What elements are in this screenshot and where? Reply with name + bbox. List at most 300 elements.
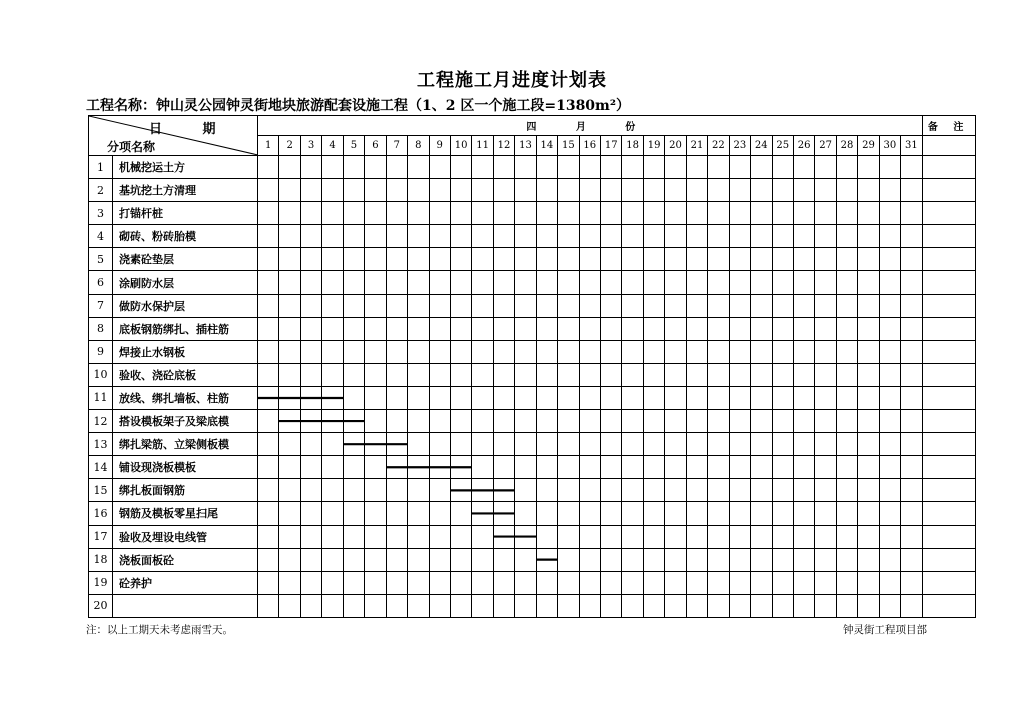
task-name: 焊接止水钢板 [113, 340, 258, 363]
day-cell [858, 202, 879, 225]
day-cell [879, 594, 900, 617]
day-cell [708, 317, 729, 340]
day-cell [879, 410, 900, 433]
day-cell [751, 294, 772, 317]
day-cell [408, 363, 429, 386]
day-header-7: 7 [386, 136, 407, 156]
day-cell [472, 548, 493, 571]
day-cell [472, 410, 493, 433]
day-cell [472, 571, 493, 594]
day-cell [343, 340, 364, 363]
department-signature: 钟灵街工程项目部 [843, 624, 927, 636]
day-cell [408, 179, 429, 202]
day-cell [729, 179, 750, 202]
day-cell [815, 363, 836, 386]
day-cell [558, 433, 579, 456]
day-cell [729, 456, 750, 479]
day-header-24: 24 [751, 136, 772, 156]
day-cell [343, 456, 364, 479]
remarks-cell [922, 386, 975, 409]
day-cell [643, 433, 664, 456]
day-cell [793, 456, 814, 479]
day-cell [665, 271, 686, 294]
day-cell [665, 594, 686, 617]
task-row [89, 340, 976, 363]
day-cell [365, 294, 386, 317]
day-cell [815, 225, 836, 248]
day-cell [622, 594, 643, 617]
day-cell [558, 317, 579, 340]
day-cell [386, 386, 407, 409]
day-cell [815, 386, 836, 409]
day-cell [300, 479, 321, 502]
day-cell [665, 363, 686, 386]
day-cell [558, 156, 579, 179]
day-cell [643, 179, 664, 202]
day-cell [536, 248, 557, 271]
day-cell [772, 317, 793, 340]
day-cell [558, 363, 579, 386]
day-cell [643, 248, 664, 271]
day-cell [472, 363, 493, 386]
day-cell [558, 248, 579, 271]
day-cell [686, 410, 707, 433]
day-header-26: 26 [793, 136, 814, 156]
day-cell [258, 433, 279, 456]
day-cell [601, 340, 622, 363]
day-cell [686, 317, 707, 340]
day-cell [665, 340, 686, 363]
day-cell [751, 156, 772, 179]
task-row [89, 179, 976, 202]
day-cell [622, 502, 643, 525]
day-cell [622, 248, 643, 271]
task-name: 绑扎梁筋、立梁侧板模 [113, 433, 258, 456]
day-cell [793, 479, 814, 502]
day-cell [515, 525, 536, 548]
item-header-label: 分项名称 [107, 140, 156, 154]
day-cell [622, 433, 643, 456]
day-cell [408, 202, 429, 225]
day-cell [622, 456, 643, 479]
day-header-22: 22 [708, 136, 729, 156]
day-cell [772, 271, 793, 294]
day-cell [858, 571, 879, 594]
day-cell [751, 433, 772, 456]
task-number: 17 [89, 525, 113, 548]
day-cell [408, 456, 429, 479]
day-cell [343, 479, 364, 502]
task-number: 19 [89, 571, 113, 594]
day-header-4: 4 [322, 136, 343, 156]
task-name: 打锚杆桩 [113, 202, 258, 225]
day-header-1: 1 [258, 136, 279, 156]
day-cell [515, 271, 536, 294]
day-cell [579, 248, 600, 271]
day-cell [515, 225, 536, 248]
day-cell [579, 294, 600, 317]
day-cell [665, 502, 686, 525]
day-cell [601, 271, 622, 294]
day-cell [558, 594, 579, 617]
task-row [89, 502, 976, 525]
remarks-header-blank [922, 136, 975, 156]
day-cell [708, 548, 729, 571]
day-cell [858, 156, 879, 179]
day-cell [858, 294, 879, 317]
day-cell [365, 317, 386, 340]
day-cell [622, 225, 643, 248]
day-cell [365, 363, 386, 386]
day-cell [558, 548, 579, 571]
day-cell [815, 479, 836, 502]
day-cell [708, 456, 729, 479]
day-cell [901, 456, 923, 479]
day-cell [751, 594, 772, 617]
task-name: 浇板面板砼 [113, 548, 258, 571]
day-cell [429, 363, 450, 386]
day-cell [536, 340, 557, 363]
day-cell [472, 594, 493, 617]
day-cell [836, 410, 857, 433]
remarks-cell [922, 248, 975, 271]
day-cell [493, 433, 514, 456]
day-cell [772, 479, 793, 502]
day-cell [322, 594, 343, 617]
day-cell [901, 248, 923, 271]
project-name-line: 工程名称：钟山灵公园钟灵街地块旅游配套设施工程（1、2 区一个施工段=1380m²） [86, 98, 630, 114]
day-cell [300, 317, 321, 340]
day-cell [686, 571, 707, 594]
task-row [89, 410, 976, 433]
task-number: 20 [89, 594, 113, 617]
day-cell [622, 294, 643, 317]
day-cell [836, 548, 857, 571]
day-cell [815, 594, 836, 617]
day-cell [322, 340, 343, 363]
day-cell [408, 479, 429, 502]
remarks-cell [922, 202, 975, 225]
day-cell [258, 410, 279, 433]
day-cell [643, 410, 664, 433]
day-cell [258, 479, 279, 502]
day-cell [901, 433, 923, 456]
task-number: 6 [89, 271, 113, 294]
remarks-cell [922, 179, 975, 202]
day-cell [515, 248, 536, 271]
day-cell [729, 525, 750, 548]
day-cell [858, 594, 879, 617]
day-cell [729, 548, 750, 571]
remarks-cell [922, 340, 975, 363]
day-cell [429, 179, 450, 202]
day-cell [793, 386, 814, 409]
task-number: 16 [89, 502, 113, 525]
day-header-16: 16 [579, 136, 600, 156]
day-cell [515, 410, 536, 433]
day-cell [386, 248, 407, 271]
task-name: 验收、浇砼底板 [113, 363, 258, 386]
footnote: 注：以上工期天未考虑雨雪天。 [86, 624, 233, 636]
day-cell [450, 317, 471, 340]
day-cell [622, 479, 643, 502]
day-cell [815, 571, 836, 594]
day-cell [751, 548, 772, 571]
remarks-cell [922, 571, 975, 594]
day-cell [643, 548, 664, 571]
day-cell [579, 317, 600, 340]
task-number: 13 [89, 433, 113, 456]
day-cell [793, 594, 814, 617]
day-cell [579, 433, 600, 456]
day-cell [858, 271, 879, 294]
day-cell [536, 225, 557, 248]
day-cell [601, 410, 622, 433]
day-cell [343, 248, 364, 271]
day-cell [858, 410, 879, 433]
day-cell [536, 525, 557, 548]
day-cell [408, 410, 429, 433]
day-cell [450, 363, 471, 386]
day-cell [879, 571, 900, 594]
day-cell [322, 202, 343, 225]
day-cell [772, 202, 793, 225]
day-cell [300, 594, 321, 617]
day-cell [751, 502, 772, 525]
task-name: 机械挖运土方 [113, 156, 258, 179]
day-cell [686, 248, 707, 271]
day-cell [258, 456, 279, 479]
day-cell [729, 594, 750, 617]
day-cell [622, 525, 643, 548]
day-cell [558, 456, 579, 479]
day-cell [858, 386, 879, 409]
day-cell [365, 433, 386, 456]
day-cell [665, 525, 686, 548]
day-cell [879, 479, 900, 502]
day-cell [408, 340, 429, 363]
day-cell [793, 202, 814, 225]
day-cell [708, 363, 729, 386]
day-cell [365, 548, 386, 571]
day-cell [450, 386, 471, 409]
remarks-cell [922, 525, 975, 548]
day-cell [858, 248, 879, 271]
day-cell [258, 156, 279, 179]
day-header-17: 17 [601, 136, 622, 156]
day-cell [665, 179, 686, 202]
day-cell [815, 548, 836, 571]
day-cell [493, 340, 514, 363]
day-cell [322, 479, 343, 502]
day-cell [472, 479, 493, 502]
day-cell [772, 294, 793, 317]
day-cell [622, 202, 643, 225]
day-cell [579, 594, 600, 617]
day-cell [708, 294, 729, 317]
day-cell [579, 548, 600, 571]
day-header-15: 15 [558, 136, 579, 156]
day-cell [386, 156, 407, 179]
day-cell [536, 594, 557, 617]
day-header-12: 12 [493, 136, 514, 156]
day-cell [300, 456, 321, 479]
day-cell [836, 340, 857, 363]
day-cell [300, 248, 321, 271]
day-cell [793, 433, 814, 456]
day-cell [515, 456, 536, 479]
day-cell [429, 294, 450, 317]
day-cell [879, 502, 900, 525]
day-cell [793, 571, 814, 594]
day-cell [343, 594, 364, 617]
day-cell [643, 502, 664, 525]
day-cell [558, 202, 579, 225]
day-cell [665, 156, 686, 179]
day-header-25: 25 [772, 136, 793, 156]
day-cell [729, 317, 750, 340]
day-cell [665, 571, 686, 594]
task-name: 搭设模板架子及梁底模 [113, 410, 258, 433]
day-cell [643, 202, 664, 225]
day-cell [515, 386, 536, 409]
day-cell [579, 386, 600, 409]
day-cell [300, 271, 321, 294]
day-cell [686, 156, 707, 179]
day-cell [836, 248, 857, 271]
day-header-20: 20 [665, 136, 686, 156]
day-cell [858, 525, 879, 548]
day-cell [258, 271, 279, 294]
day-cell [322, 525, 343, 548]
day-cell [558, 225, 579, 248]
day-cell [622, 548, 643, 571]
task-row [89, 456, 976, 479]
task-name: 底板钢筋绑扎、插柱筋 [113, 317, 258, 340]
day-cell [579, 479, 600, 502]
day-cell [258, 202, 279, 225]
day-cell [879, 433, 900, 456]
day-cell [493, 156, 514, 179]
day-cell [536, 317, 557, 340]
task-row [89, 433, 976, 456]
day-cell [815, 294, 836, 317]
day-cell [365, 156, 386, 179]
day-cell [279, 363, 300, 386]
day-cell [515, 502, 536, 525]
day-cell [429, 317, 450, 340]
day-cell [879, 456, 900, 479]
day-cell [836, 179, 857, 202]
day-cell [515, 433, 536, 456]
task-name: 浇素砼垫层 [113, 248, 258, 271]
day-cell [365, 202, 386, 225]
day-cell [386, 340, 407, 363]
day-cell [343, 433, 364, 456]
day-cell [879, 202, 900, 225]
day-cell [450, 594, 471, 617]
month-header: 四 月 份 [258, 116, 923, 136]
day-cell [386, 502, 407, 525]
day-cell [515, 202, 536, 225]
task-row [89, 548, 976, 571]
day-cell [450, 271, 471, 294]
day-cell [558, 294, 579, 317]
day-cell [579, 156, 600, 179]
day-cell [472, 386, 493, 409]
day-cell [751, 386, 772, 409]
task-row [89, 479, 976, 502]
day-cell [386, 594, 407, 617]
day-cell [300, 294, 321, 317]
day-cell [772, 594, 793, 617]
day-cell [772, 410, 793, 433]
day-cell [751, 456, 772, 479]
day-cell [450, 179, 471, 202]
day-cell [472, 271, 493, 294]
day-cell [643, 340, 664, 363]
day-cell [665, 225, 686, 248]
day-cell [450, 156, 471, 179]
day-cell [901, 479, 923, 502]
day-cell [793, 340, 814, 363]
day-cell [300, 156, 321, 179]
day-cell [472, 340, 493, 363]
day-cell [836, 294, 857, 317]
day-cell [858, 179, 879, 202]
day-cell [793, 294, 814, 317]
day-cell [450, 340, 471, 363]
day-cell [408, 502, 429, 525]
day-cell [279, 340, 300, 363]
day-cell [772, 340, 793, 363]
day-cell [793, 363, 814, 386]
day-cell [450, 248, 471, 271]
day-cell [536, 202, 557, 225]
day-cell [429, 271, 450, 294]
day-cell [901, 594, 923, 617]
day-cell [343, 179, 364, 202]
day-cell [322, 179, 343, 202]
day-cell [472, 179, 493, 202]
day-cell [708, 386, 729, 409]
day-cell [879, 271, 900, 294]
header-diagonal-cell [89, 116, 258, 156]
day-cell [472, 525, 493, 548]
day-cell [322, 271, 343, 294]
day-cell [300, 502, 321, 525]
day-cell [536, 502, 557, 525]
day-cell [343, 386, 364, 409]
day-cell [622, 363, 643, 386]
day-cell [772, 248, 793, 271]
task-name: 铺设现浇板模板 [113, 456, 258, 479]
remarks-cell [922, 363, 975, 386]
day-cell [386, 410, 407, 433]
day-cell [365, 502, 386, 525]
day-cell [536, 548, 557, 571]
day-cell [815, 271, 836, 294]
day-cell [901, 317, 923, 340]
day-cell [365, 594, 386, 617]
day-cell [686, 386, 707, 409]
day-cell [429, 571, 450, 594]
day-header-11: 11 [472, 136, 493, 156]
day-cell [858, 433, 879, 456]
day-cell [300, 340, 321, 363]
day-cell [408, 317, 429, 340]
day-cell [322, 548, 343, 571]
